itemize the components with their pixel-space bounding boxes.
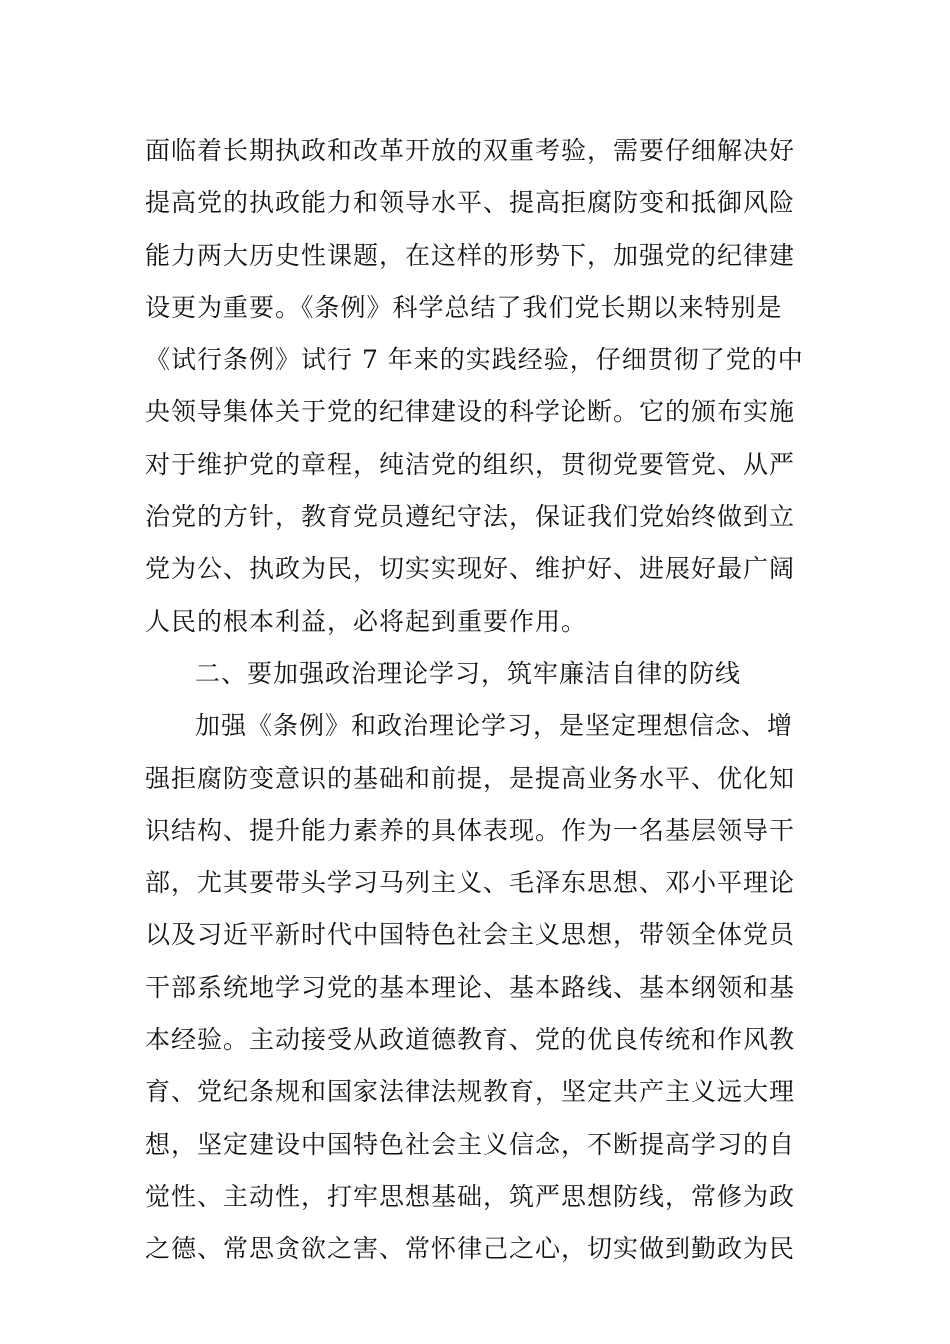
text-line: 以及习近平新时代中国特色社会主义思想，带领全体党员 [145, 920, 796, 950]
text-line: 央领导集体关于党的纪律建设的科学论断。它的颁布实施 [145, 397, 796, 427]
text-line: 强拒腐防变意识的基础和前提，是提高业务水平、优化知 [145, 763, 796, 793]
text-line: 面临着长期执政和改革开放的双重考验，需要仔细解决好 [145, 136, 796, 165]
text-line: 《试行条例》试行 7 年来的实践经验，仔细贯彻了党的中 [145, 345, 804, 375]
text-line: 育、党纪条规和国家法律法规教育，坚定共产主义远大理 [145, 1077, 796, 1107]
text-line: 本经验。主动接受从政道德教育、党的优良传统和作风教 [145, 1025, 796, 1055]
text-line: 识结构、提升能力素养的具体表现。作为一名基层领导干 [145, 815, 796, 845]
text-line: 想，坚定建设中国特色社会主义信念，不断提高学习的自 [145, 1129, 796, 1159]
text-line: 之德、常思贪欲之害、常怀律己之心，切实做到勤政为民 [145, 1234, 796, 1264]
text-line: 能力两大历史性课题，在这样的形势下，加强党的纪律建 [145, 240, 796, 270]
paragraph-start-line: 加强《条例》和政治理论学习，是坚定理想信念、增 [195, 711, 794, 741]
text-line: 提高党的执政能力和领导水平、提高拒腐防变和抵御风险 [145, 188, 796, 218]
text-line: 党为公、执政为民，切实实现好、维护好、进展好最广阔 [145, 554, 796, 584]
text-line: 治党的方针，教育党员遵纪守法，保证我们党始终做到立 [145, 502, 796, 532]
body-text [145, 125, 815, 1276]
text-line: 觉性、主动性，打牢思想基础，筑严思想防线，常修为政 [145, 1181, 796, 1211]
text-line: 部，尤其要带头学习马列主义、毛泽东思想、邓小平理论 [145, 868, 796, 898]
text-line: 设更为重要。《条例》科学总结了我们党长期以来特别是 [145, 292, 783, 322]
text-line: 对于维护党的章程，纯洁党的组织，贯彻党要管党、从严 [145, 449, 796, 479]
text-line: 干部系统地学习党的基本理论、基本路线、基本纲领和基 [145, 972, 796, 1002]
section-heading: 二、要加强政治理论学习，筑牢廉洁自律的防线 [195, 658, 742, 688]
text-line: 人民的根本利益，必将起到重要作用。 [145, 606, 588, 636]
